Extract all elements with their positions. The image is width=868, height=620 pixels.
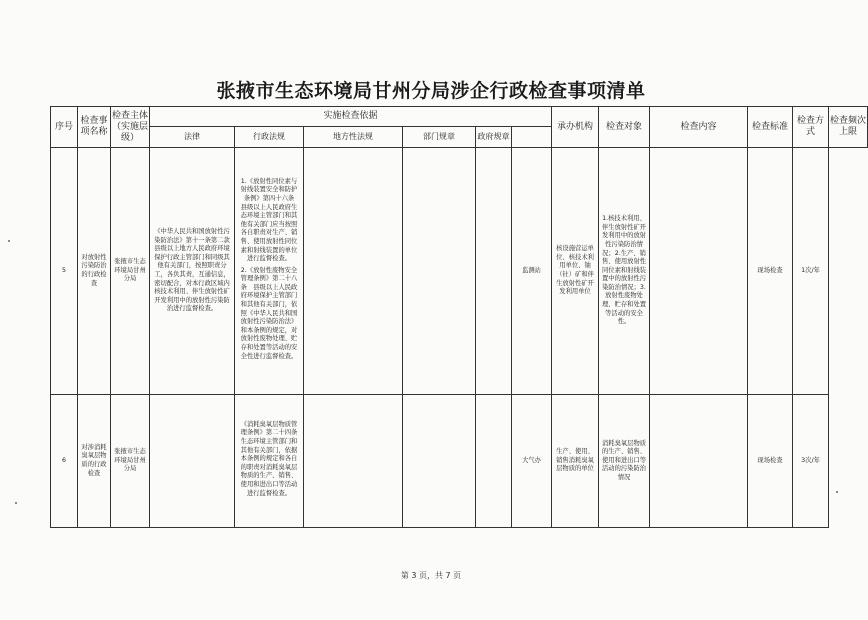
- col-header-agency: 承办机构: [552, 107, 599, 148]
- cell-method: 现场检查: [748, 395, 793, 528]
- cell-dept-rule: [403, 395, 476, 528]
- col-header-target: 检查对象: [599, 107, 650, 148]
- col-header-local-reg: 地方性法规: [304, 127, 403, 148]
- admin-reg-paragraph: 1.《放射性同位素与射线装置安全和防护条例》第四十六条 县级以上人民政府生态环境主管部门和其他有关部门应当按照各自职责对生产、销售、使用放射性同位素和射线装置的单位进行监督检查。: [240, 177, 301, 263]
- col-header-gov-rule: 政府规章: [476, 127, 512, 148]
- cell-dept-rule: [403, 148, 476, 395]
- col-header-law: 法律: [150, 127, 235, 148]
- cell-subject: 张掖市生态环境局甘州分局: [111, 148, 150, 395]
- cell-target: 生产、使用、销售消耗臭氧层物质的单位: [552, 395, 599, 528]
- cell-method: 现场检查: [748, 148, 793, 395]
- cell-frequency: 1次/年: [793, 148, 829, 395]
- cell-target: 核设施营运单位、核技术利用单位、铀（钍）矿和伴生放射性矿开发利用单位: [552, 148, 599, 395]
- cell-item-name: 对涉消耗臭氧层物质的行政检查: [78, 395, 111, 528]
- table-row: [51, 395, 868, 528]
- cell-law: [150, 395, 235, 528]
- cell-law: 《中华人民共和国放射性污染防治法》第十一条第二款 县级以上地方人民政府环境保护行政主管部门和同级其他有关部门，按照职责分工，各负其责，互通信息，密切配合，对本行政区域内核技术利用、伴生放射性矿开发利用中的放射性污染防治进行监督检查。: [150, 148, 235, 395]
- cell-seq: 5: [51, 148, 78, 395]
- admin-reg-paragraph: 《消耗臭氧层物质管理条例》第二十四条 生态环境主管部门和其他有关部门，依据本条例的规定和各自的职责对消耗臭氧层物质的生产、销售、使用和进出口等活动进行监督检查。: [240, 420, 304, 497]
- cell-gov-rule: [476, 395, 512, 528]
- cell-content: 消耗臭氧层物质的生产、销售、使用和进出口等活动的污染防治情况: [599, 395, 650, 528]
- page-footer: 第 3 页，共 7 页: [400, 571, 462, 580]
- cell-seq: 6: [51, 395, 78, 528]
- cell-subject: 张掖市生态环境局甘州分局: [111, 395, 150, 528]
- col-header-subject: 检查主体（实施层级）: [111, 107, 150, 148]
- cell-agency: 监测站: [512, 148, 552, 395]
- cell-frequency: 3次/年: [793, 395, 829, 528]
- header-row-1: [51, 107, 868, 127]
- table-row: [51, 148, 868, 395]
- scan-speck: [836, 491, 838, 493]
- cell-gov-rule: [476, 148, 512, 395]
- cell-standard: [650, 395, 748, 528]
- col-header-seq: 序号: [51, 107, 78, 148]
- cell-standard: [650, 148, 748, 395]
- scan-speck: [8, 240, 10, 242]
- admin-reg-paragraph: 2.《放射性废物安全管理条例》第二十八条 县级以上人民政府环境保护主管部门和其他有关部门，依照《中华人民共和国放射性污染防治法》和本条例的规定，对放射性废物处理、贮存和处置等活动的安全性进行监督检查。: [240, 266, 298, 360]
- col-header-content: 检查内容: [650, 107, 748, 148]
- col-header-method: 检查方式: [793, 107, 829, 148]
- document-title: 张掖市生态环境局甘州分局涉企行政检查事项清单: [216, 80, 646, 102]
- cell-local-reg: [304, 395, 403, 528]
- cell-local-reg: [304, 148, 403, 395]
- cell-agency: 大气办: [512, 395, 552, 528]
- col-header-item-name: 检查事项名称: [78, 107, 111, 148]
- cell-admin-reg: [235, 395, 304, 528]
- scan-speck: [15, 502, 17, 504]
- col-header-admin-reg: 行政法规: [235, 127, 304, 148]
- cell-item-name: 对放射性污染防治的行政检查: [78, 148, 111, 395]
- col-header-frequency: 检查频次上限: [829, 107, 868, 148]
- col-header-basis: 实施检查依据: [150, 107, 552, 127]
- inspection-table: [50, 106, 868, 528]
- cell-admin-reg: [235, 148, 304, 395]
- col-header-standard: 检查标准: [748, 107, 793, 148]
- col-header-dept-rule: 部门规章: [403, 127, 476, 148]
- cell-content: 1.核技术利用、伴生放射性矿开发利用中的放射性污染防治情况；2.生产、销售、使用放射性同位素和射线装置中的放射性污染防治情况；3.放射性废物处理、贮存和处置等活动的安全性。: [599, 148, 650, 395]
